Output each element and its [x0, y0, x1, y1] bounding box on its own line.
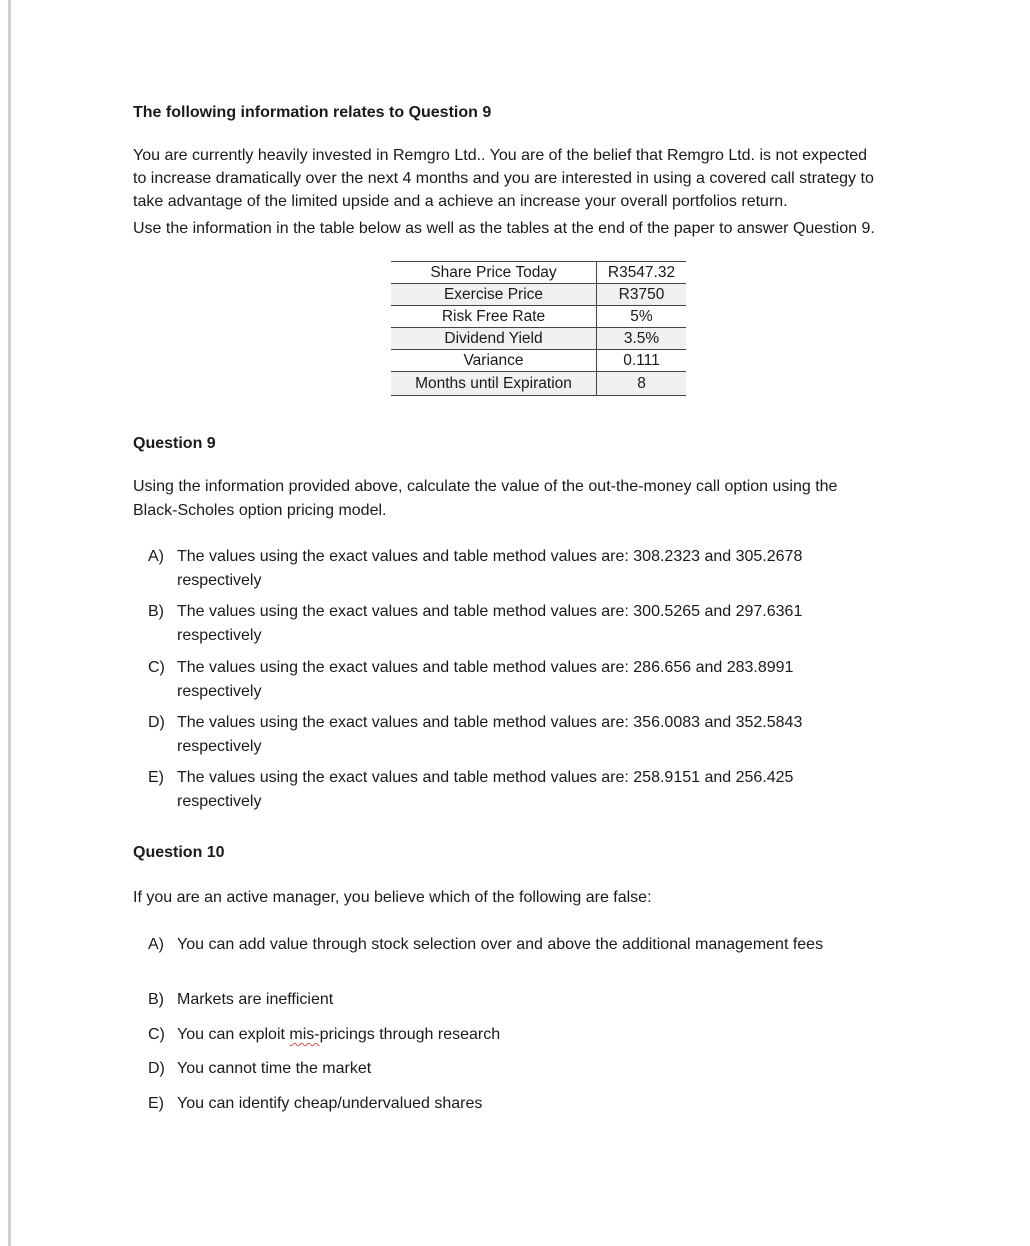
intro-heading: The following information relates to Question 9 [133, 104, 492, 121]
option-text [177, 600, 908, 648]
q10-option-a [148, 933, 908, 957]
option-text [177, 711, 908, 759]
intro-instruction: Use the information in the table below as well as the tables at the end of the paper to answer Question 9. [133, 220, 875, 237]
option-line: respectively [177, 793, 262, 810]
q9-option-d [148, 711, 908, 759]
option-letter: B) [148, 991, 164, 1008]
table-row [391, 350, 686, 372]
option-letter: E) [148, 769, 164, 786]
table-row [391, 328, 686, 350]
option-line: The values using the exact values and table method values are: 300.5265 and 297.6361 [177, 603, 803, 620]
option-text [177, 933, 908, 957]
table-label: Exercise Price [391, 284, 597, 306]
table-value: R3750 [597, 284, 687, 306]
option-line: respectively [177, 627, 262, 644]
q9-option-a [148, 545, 908, 593]
option-line: You can add value through stock selection over and above the additional management fees [177, 936, 824, 953]
table-row [391, 306, 686, 328]
table-row [391, 262, 686, 284]
option-line: respectively [177, 683, 262, 700]
option-text-part: pricings through research [319, 1026, 501, 1043]
option-letter: E) [148, 1095, 164, 1112]
question-9-prompt [133, 475, 953, 523]
option-text [177, 545, 908, 593]
table-value: 5% [597, 306, 687, 328]
option-letter: B) [148, 603, 164, 620]
option-text [177, 1057, 908, 1081]
table-value: 8 [597, 372, 687, 396]
option-text [177, 988, 908, 1012]
option-text [177, 1023, 908, 1047]
intro-line-1: You are currently heavily invested in Remgro Ltd.. You are of the belief that Remgro Ltd. is not expected [133, 147, 868, 164]
table-value: R3547.32 [597, 262, 687, 284]
spellcheck-flagged-word: mis- [289, 1026, 320, 1043]
option-letter: D) [148, 714, 165, 731]
q9-option-e [148, 766, 908, 814]
table-label: Months until Expiration [391, 372, 597, 396]
option-line: respectively [177, 572, 262, 589]
option-line: The values using the exact values and table method values are: 356.0083 and 352.5843 [177, 714, 803, 731]
option-line: The values using the exact values and table method values are: 308.2323 and 305.2678 [177, 548, 803, 565]
option-text [177, 656, 908, 704]
table-label: Share Price Today [430, 264, 557, 281]
option-letter: A) [148, 936, 164, 953]
option-line [177, 1023, 908, 1047]
option-text-part: You can exploit [177, 1026, 290, 1043]
table-value: 3.5% [597, 328, 687, 350]
option-text [177, 1092, 908, 1116]
table-value: 0.111 [597, 350, 687, 372]
table-label: Risk Free Rate [441, 308, 546, 325]
question-9-heading: Question 9 [133, 435, 216, 452]
table-label: Variance [463, 352, 524, 369]
option-letter: C) [148, 1026, 165, 1043]
option-line: respectively [177, 738, 262, 755]
option-letter: A) [148, 548, 164, 565]
option-line: You can identify cheap/undervalued shares [177, 1095, 483, 1112]
table-label: Dividend Yield [391, 328, 597, 350]
q9-option-c [148, 656, 908, 704]
table-row [391, 372, 686, 396]
option-line: The values using the exact values and table method values are: 258.9151 and 256.425 [177, 769, 794, 786]
q9-prompt-line-2: Black-Scholes option pricing model. [133, 502, 387, 519]
question-10-prompt: If you are an active manager, you believe which of the following are false: [133, 889, 652, 906]
q10-option-d [148, 1057, 908, 1081]
option-letter: C) [148, 659, 165, 676]
q9-option-b [148, 600, 908, 648]
option-line: Markets are inefficient [177, 991, 334, 1008]
table-row [391, 284, 686, 306]
q10-option-b [148, 988, 908, 1012]
intro-paragraph [133, 144, 953, 213]
q9-prompt-line-1: Using the information provided above, calculate the value of the out-the-money call option using the [133, 478, 838, 495]
option-line: The values using the exact values and table method values are: 286.656 and 283.8991 [177, 659, 794, 676]
intro-line-3: take advantage of the limited upside and a achieve an increase your overall portfolios return. [133, 193, 788, 210]
q10-option-e [148, 1092, 908, 1116]
question-10-heading: Question 10 [133, 844, 225, 861]
option-parameters-table [391, 261, 686, 396]
option-letter: D) [148, 1060, 165, 1077]
intro-line-2: to increase dramatically over the next 4 months and you are interested in using a covered call strategy to [133, 170, 874, 187]
q10-option-c [148, 1023, 908, 1047]
option-line: You cannot time the market [177, 1060, 372, 1077]
option-text [177, 766, 908, 814]
page-left-border [8, 0, 11, 1246]
